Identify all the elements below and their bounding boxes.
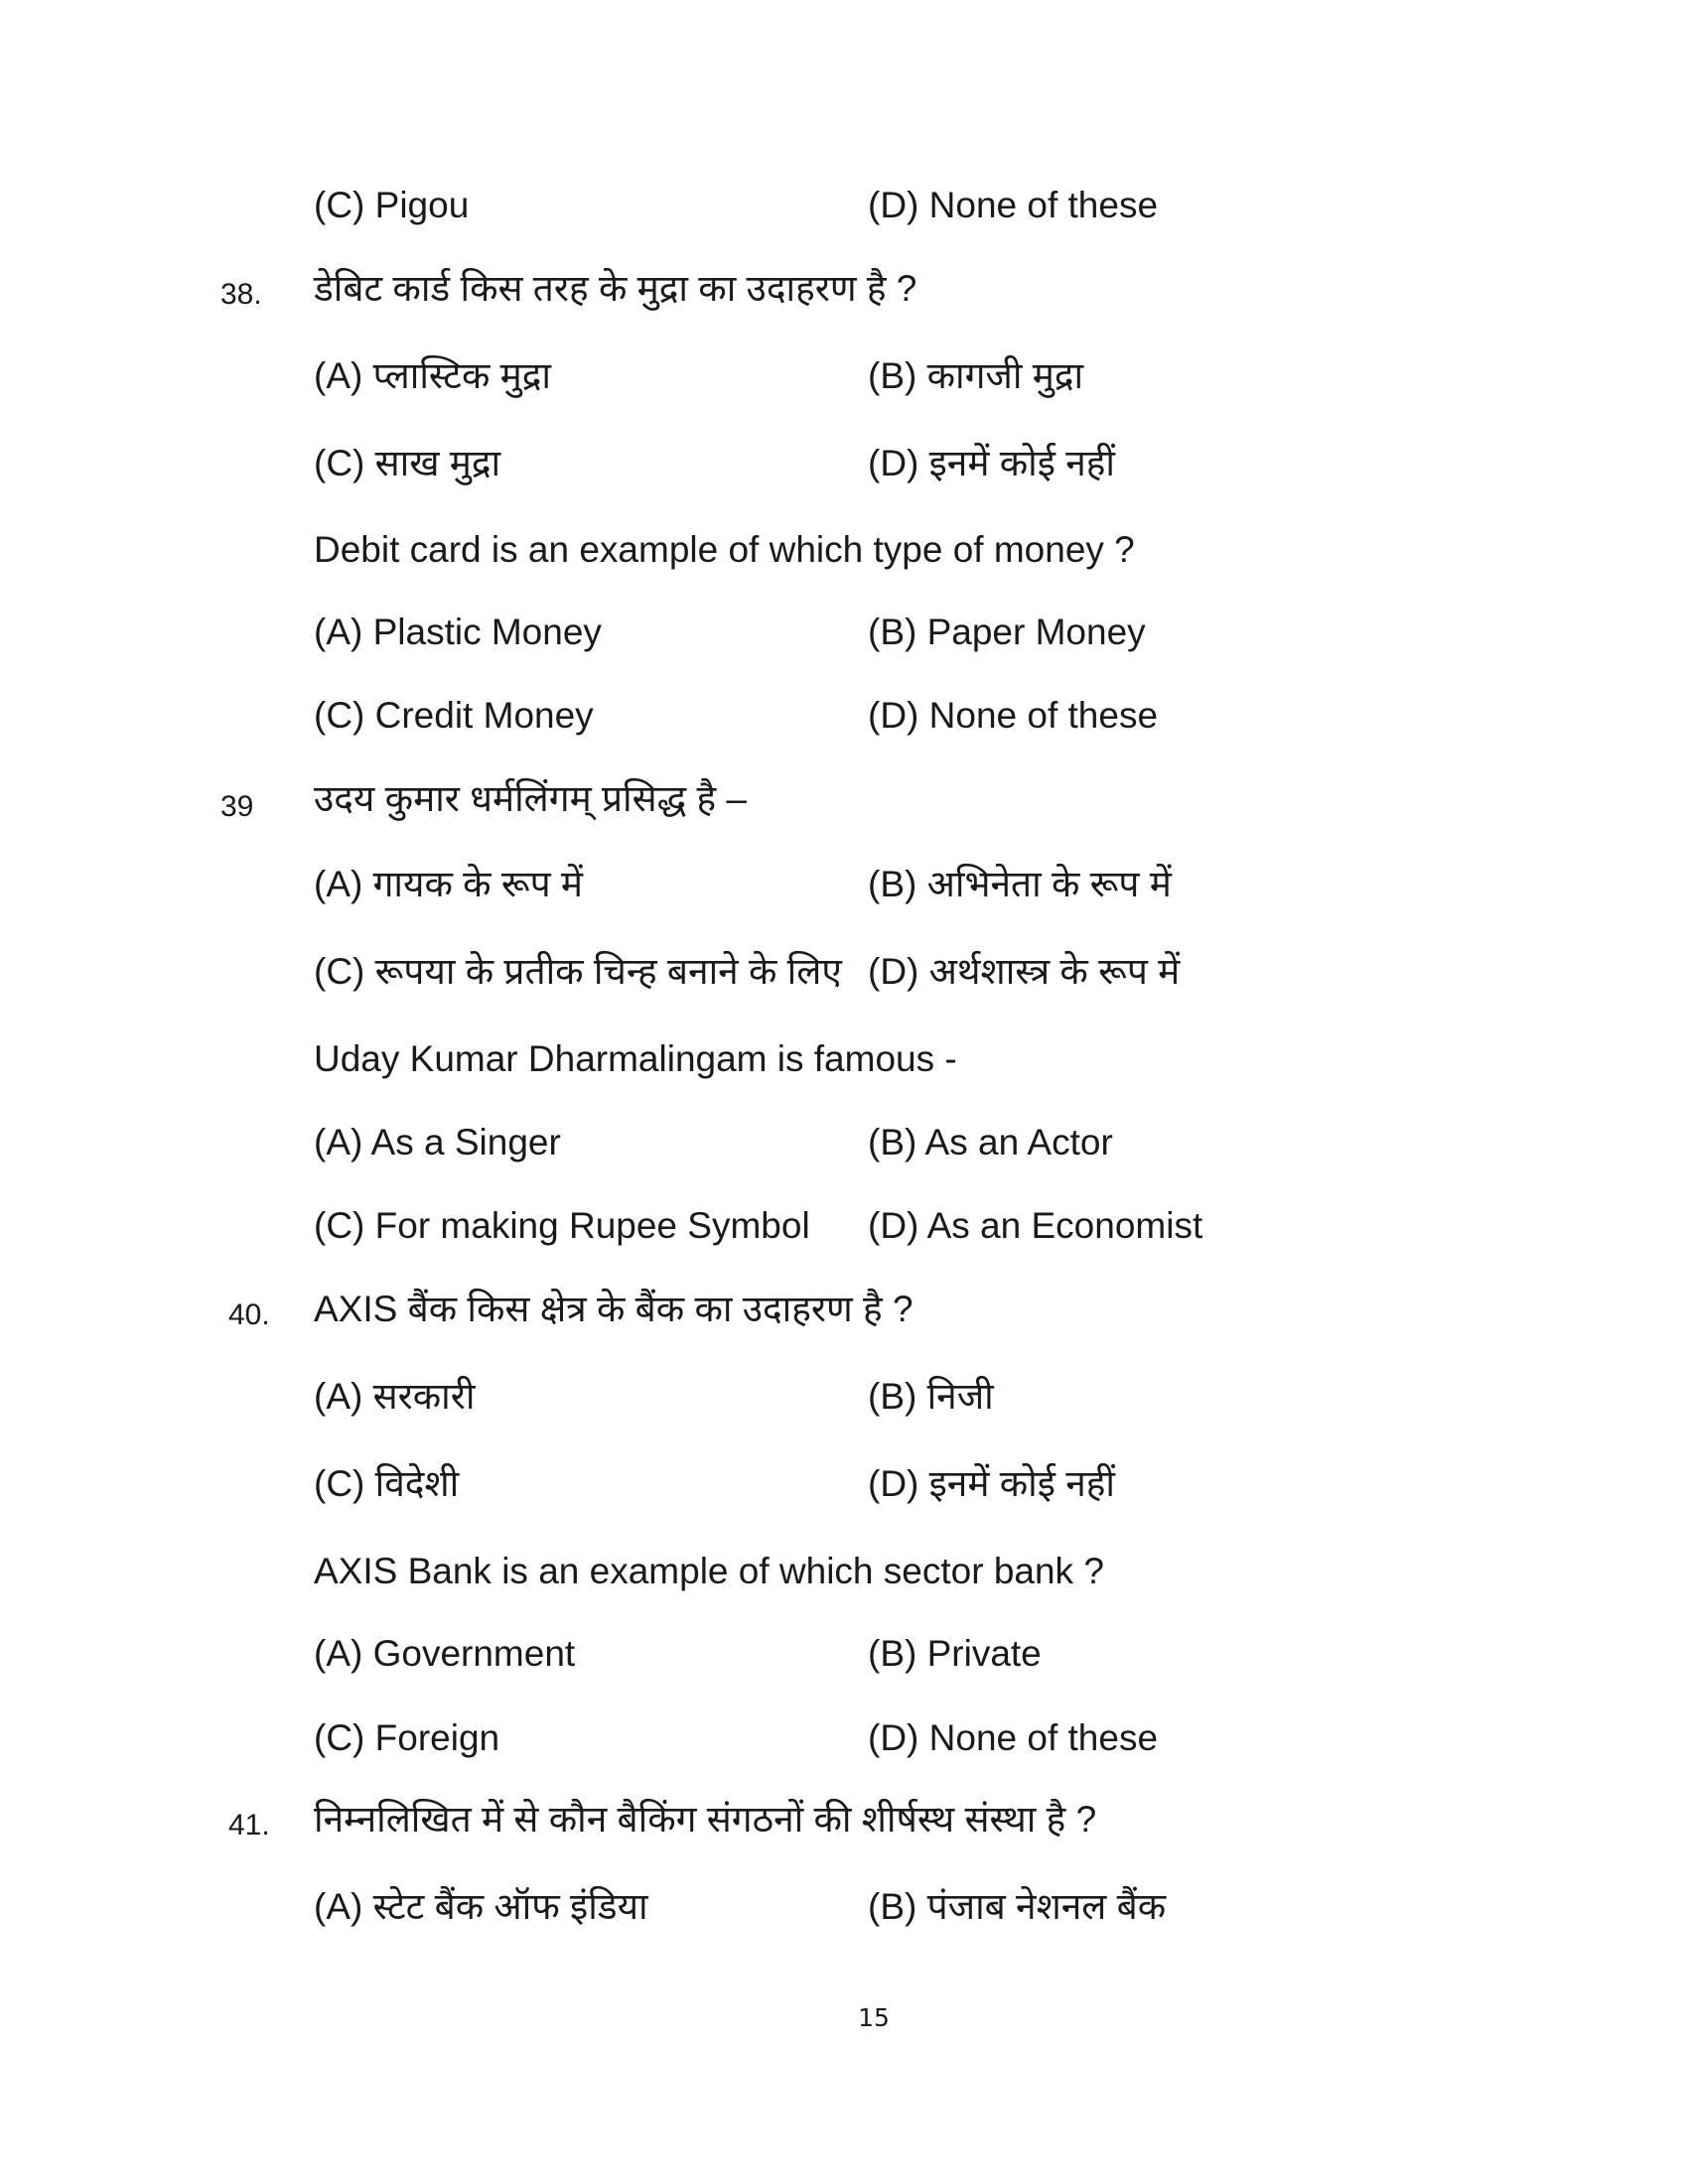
question-text-hindi: निम्नलिखित में से कौन बैकिंग संगठनों की शीर्षस्थ संस्था है ? bbox=[314, 1799, 1097, 1840]
question-text-hindi: AXIS बैंक किस क्षेत्र के बैंक का उदाहरण है ? bbox=[314, 1289, 914, 1329]
option-c: (C) Credit Money bbox=[314, 695, 594, 736]
option-c: (C) साख मुद्रा bbox=[314, 443, 501, 483]
option-a: (A) Government bbox=[314, 1633, 576, 1674]
option-c: (C) विदेशी bbox=[314, 1463, 460, 1504]
option-d: (D) इनमें कोई नहीं bbox=[868, 443, 1115, 483]
option-d: (D) None of these bbox=[868, 695, 1159, 736]
question-text-english: Debit card is an example of which type of money ? bbox=[314, 529, 1135, 570]
option-d: (D) None of these bbox=[868, 185, 1159, 225]
option-b: (B) कागजी मुद्रा bbox=[868, 355, 1084, 396]
option-d: (D) As an Economist bbox=[868, 1205, 1203, 1246]
option-d: (D) इनमें कोई नहीं bbox=[868, 1463, 1115, 1504]
option-a: (A) प्लास्टिक मुद्रा bbox=[314, 355, 552, 396]
option-c: (C) Foreign bbox=[314, 1717, 500, 1758]
option-c: (C) रूपया के प्रतीक चिन्ह बनाने के लिए bbox=[314, 951, 842, 992]
option-b: (B) As an Actor bbox=[868, 1122, 1113, 1162]
option-b: (B) पंजाब नेशनल बैंक bbox=[868, 1886, 1167, 1927]
option-c: (C) Pigou bbox=[314, 185, 470, 225]
option-a: (A) Plastic Money bbox=[314, 612, 602, 652]
question-text-english: AXIS Bank is an example of which sector bank ? bbox=[314, 1551, 1104, 1591]
option-a: (A) गायक के रूप में bbox=[314, 864, 584, 904]
question-number: 40. bbox=[228, 1298, 270, 1331]
question-number: 39 bbox=[220, 790, 254, 823]
question-text-english: Uday Kumar Dharmalingam is famous - bbox=[314, 1038, 957, 1079]
option-b: (B) अभिनेता के रूप में bbox=[868, 864, 1172, 904]
option-b: (B) निजी bbox=[868, 1376, 994, 1417]
option-c: (C) For making Rupee Symbol bbox=[314, 1205, 810, 1246]
option-a: (A) स्टेट बैंक ऑफ इंडिया bbox=[314, 1886, 648, 1927]
option-d: (D) अर्थशास्त्र के रूप में bbox=[868, 951, 1181, 992]
option-b: (B) Private bbox=[868, 1633, 1042, 1674]
question-number: 38. bbox=[220, 278, 262, 311]
page-number: 15 bbox=[858, 2003, 890, 2032]
option-a: (A) सरकारी bbox=[314, 1376, 476, 1417]
option-d: (D) None of these bbox=[868, 1717, 1159, 1758]
question-text-hindi: डेबिट कार्ड किस तरह के मुद्रा का उदाहरण है ? bbox=[314, 268, 917, 309]
question-number: 41. bbox=[228, 1809, 270, 1842]
option-a: (A) As a Singer bbox=[314, 1122, 561, 1162]
option-b: (B) Paper Money bbox=[868, 612, 1146, 652]
question-text-hindi: उदय कुमार धर्मलिंगम् प्रसिद्ध है – bbox=[314, 778, 747, 819]
